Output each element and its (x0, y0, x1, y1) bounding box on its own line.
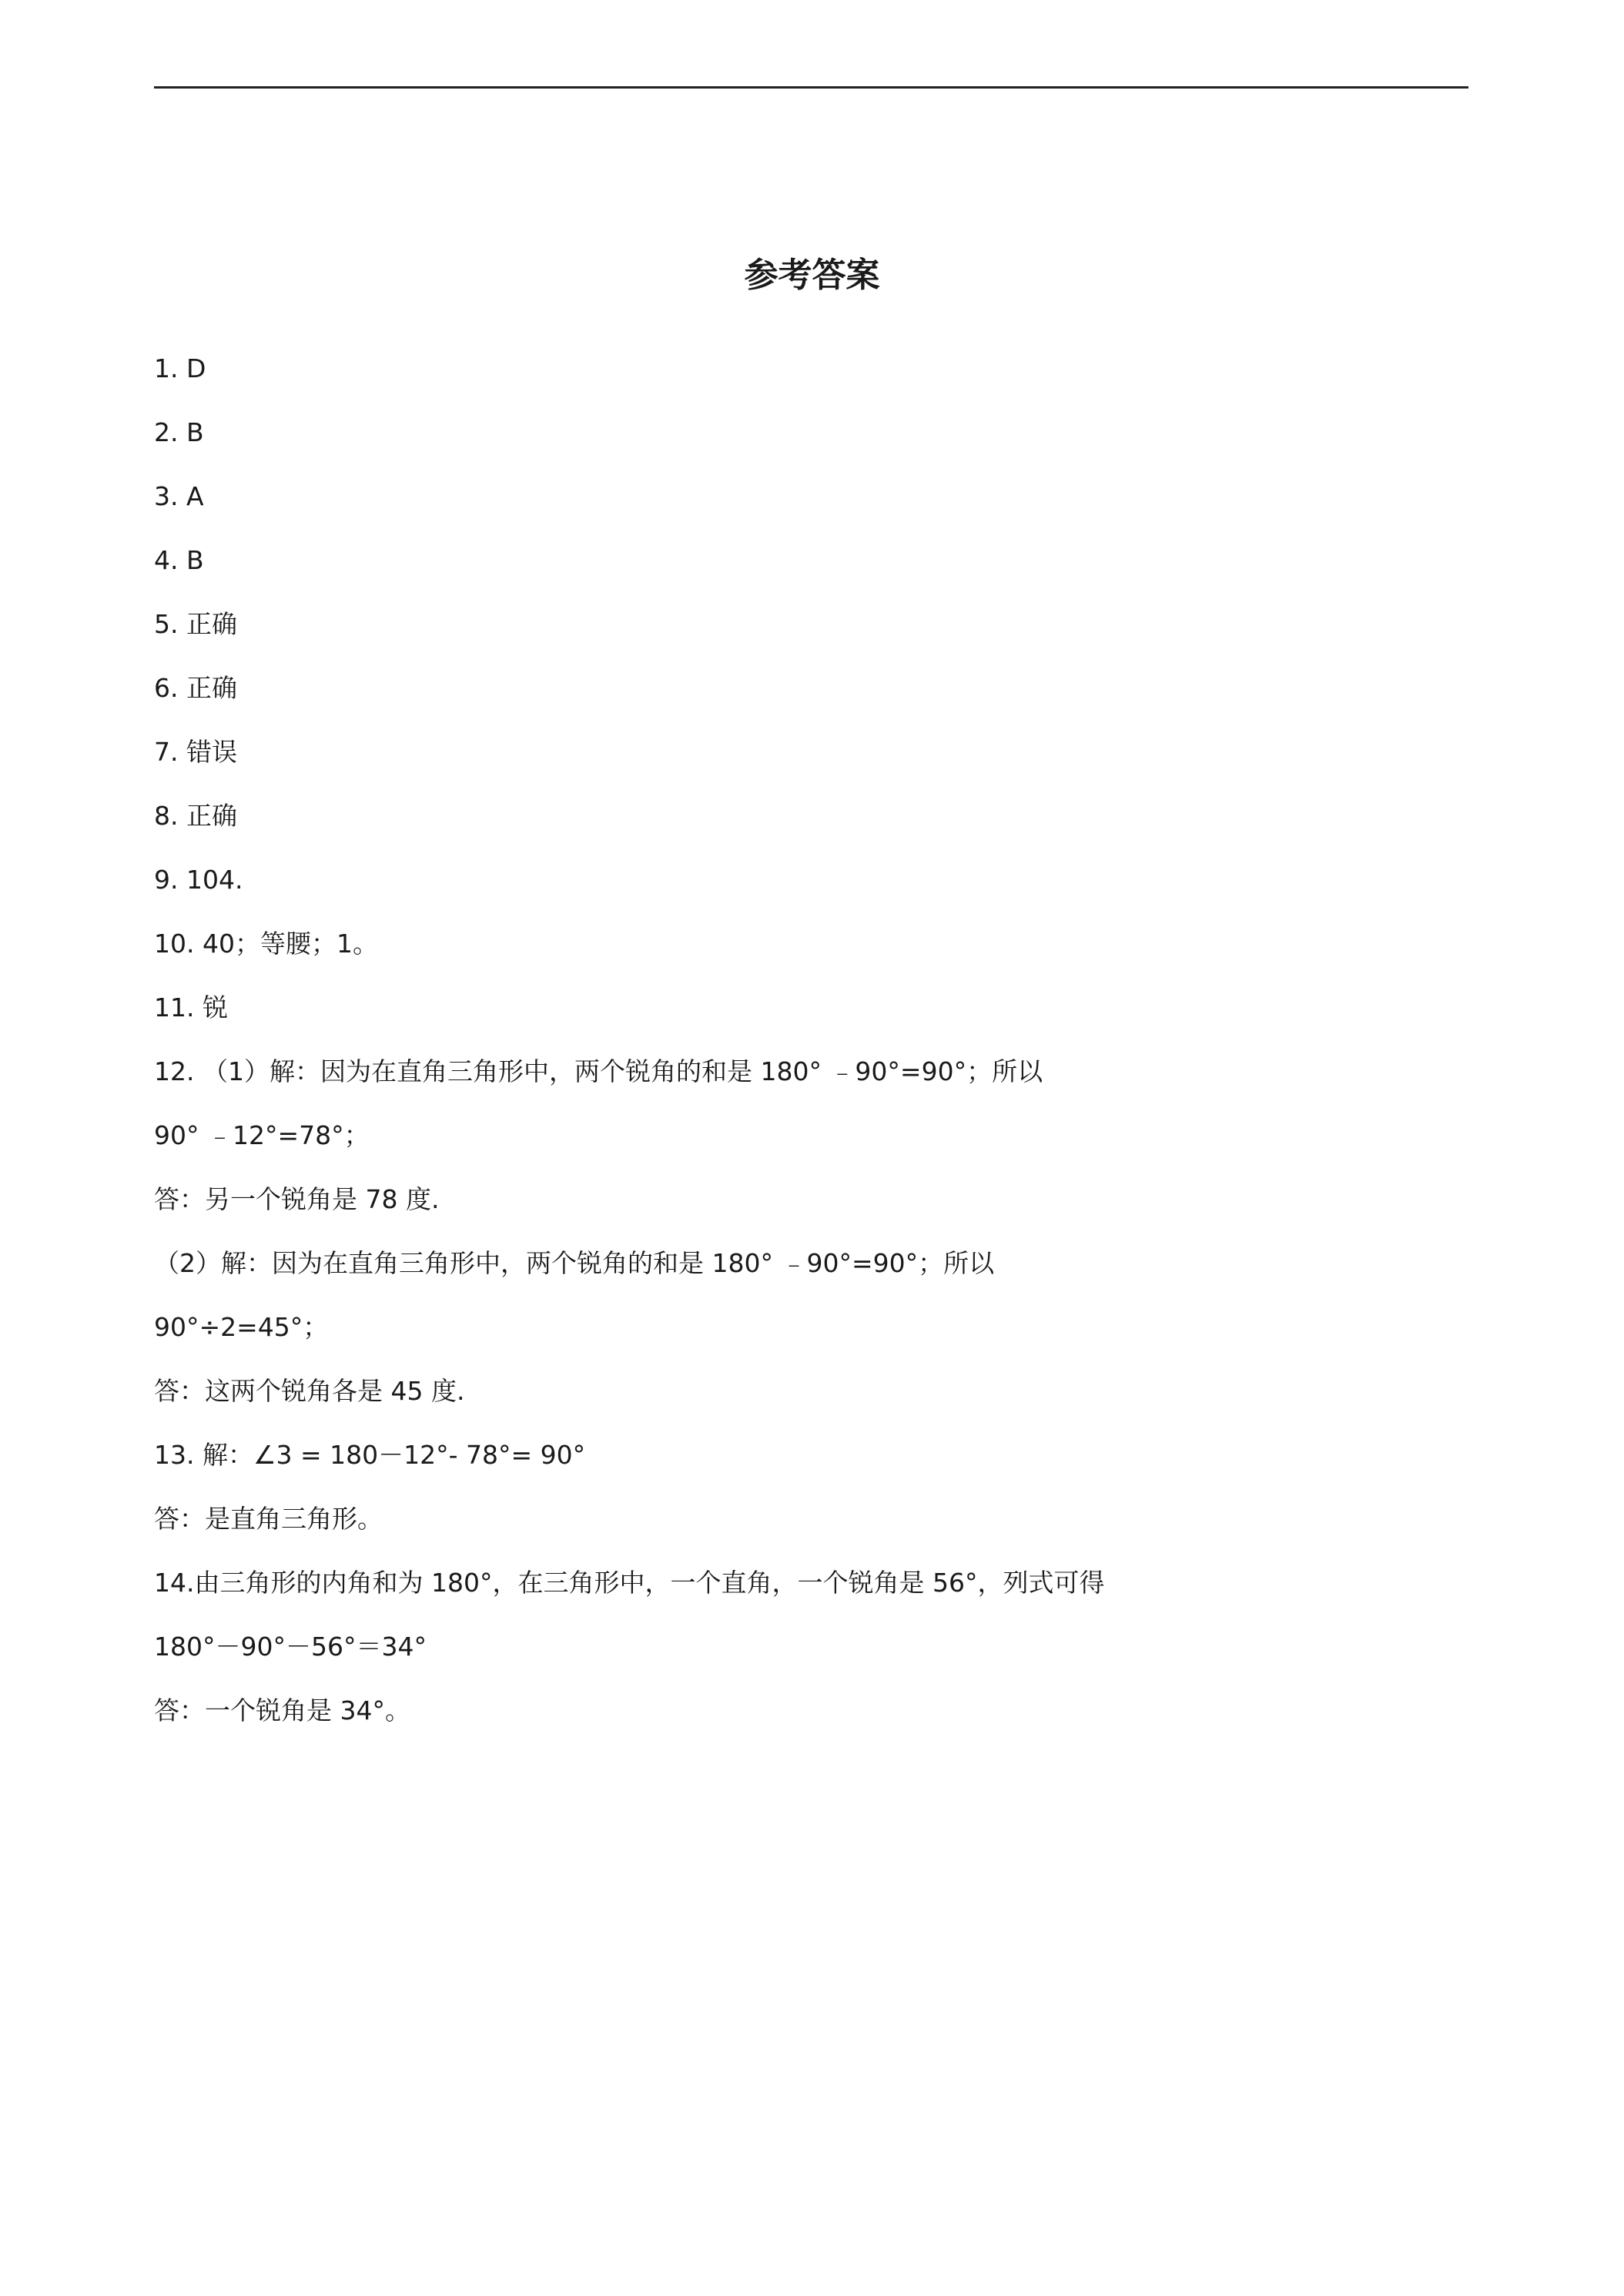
answer-line: 7. 错误 (154, 737, 237, 767)
answer-line: 90°÷2=45°； (154, 1312, 329, 1342)
answer-line: 12. （1）解：因为在直角三角形中，两个锐角的和是 180° ﹣90°=90°；所以 (154, 1056, 1043, 1086)
answer-line: 9. 104. (154, 865, 243, 895)
answer-list (154, 350, 1468, 1755)
answer-line: 1. D (154, 353, 206, 383)
answer-line: 180°－90°－56°＝34° (154, 1632, 427, 1662)
header-rule (154, 86, 1468, 89)
answer-line: 90° ﹣12°=78°； (154, 1120, 370, 1150)
answer-line: 13. 解：∠3 = 180－12°- 78°= 90° (154, 1440, 586, 1470)
answer-line: 8. 正确 (154, 801, 237, 831)
answer-line: （2）解：因为在直角三角形中，两个锐角的和是 180° ﹣90°=90°；所以 (154, 1248, 995, 1278)
answer-line: 答：一个锐角是 34°。 (154, 1695, 410, 1725)
answer-line: 答：另一个锐角是 78 度. (154, 1184, 440, 1214)
answer-line: 6. 正确 (154, 673, 237, 703)
answer-line: 14.由三角形的内角和为 180°，在三角形中，一个直角，一个锐角是 56°，列式可得 (154, 1568, 1105, 1598)
answer-line: 10. 40；等腰；1。 (154, 929, 378, 959)
answer-line: 11. 锐 (154, 992, 228, 1022)
answer-line: 2. B (154, 417, 204, 447)
answer-line: 5. 正确 (154, 609, 237, 639)
answer-line: 4. B (154, 545, 204, 575)
page-title: 参考答案 (744, 256, 880, 295)
answer-line: 答：这两个锐角各是 45 度. (154, 1376, 465, 1406)
answer-line: 3. A (154, 481, 204, 511)
answer-line: 答：是直角三角形。 (154, 1504, 383, 1534)
